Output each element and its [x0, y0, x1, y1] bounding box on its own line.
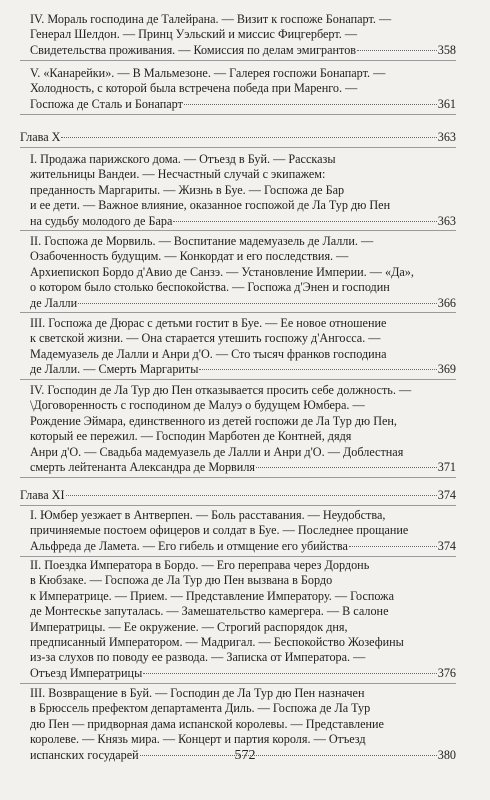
- toc-line: Госпожа де Сталь и Бонапарт: [30, 96, 183, 111]
- leader-dots: [143, 672, 436, 674]
- toc-entry: [30, 12, 456, 58]
- toc-line: IV. Господин де Ла Тур дю Пен отказывается просить себе должность. —: [30, 383, 412, 397]
- toc-line: предписанный Императором. — Мадригал. — Беспокойство Жозефины: [30, 635, 404, 650]
- toc-line: в Брюссель префектом департамента Диль. — Госпожа де Ла Тур: [30, 701, 371, 716]
- toc-line: к светской жизни. — Она старается утешить госпожу д'Ангосса. —: [30, 331, 381, 346]
- page-ref: 363: [437, 130, 456, 144]
- toc-line: Рождение Эймара, единственного из детей госпожи де Ла Тур дю Пен,: [30, 413, 397, 428]
- page-number: 572: [234, 748, 256, 763]
- separator-rule: [20, 230, 456, 231]
- chapter-heading: [20, 130, 456, 145]
- toc-line: де Лалли: [30, 295, 78, 310]
- toc-line: I. Юмбер уезжает в Антверпен. — Боль расставания. — Неудобства,: [30, 508, 386, 522]
- leader-dots: [349, 545, 437, 547]
- page-ref: 358: [437, 42, 456, 57]
- toc-line: Императрицы. — Ее окружение. — Строгий распорядок дня,: [30, 619, 348, 634]
- toc-line: смерть лейтенанта Александра де Морвиля: [30, 460, 256, 475]
- toc-line: дю Пен — придворная дама испанской королевы. — Представление: [30, 716, 384, 731]
- page-ref: 361: [437, 96, 456, 111]
- toc-line: I. Продажа парижского дома. — Отъезд в Буй. — Рассказы: [30, 152, 336, 166]
- toc-entry: [30, 508, 456, 554]
- toc-line-with-page: [30, 296, 456, 311]
- toc-line: III. Возвращение в Буй. — Господин де Ла Тур дю Пен назначен: [30, 686, 365, 700]
- leader-dots: [184, 103, 437, 105]
- separator-rule: [20, 556, 456, 557]
- leader-dots: [78, 302, 437, 304]
- toc-line: о котором было столько беспокойства. — Госпожа д'Энен и господин: [30, 280, 390, 295]
- toc-line-with-page: [30, 214, 456, 229]
- toc-line: Альфреда де Ламета. — Его гибель и отмщение его убийства: [30, 538, 348, 553]
- leader-dots: [199, 368, 436, 370]
- toc-entry: [30, 66, 456, 112]
- toc-line: IV. Мораль господина де Талейрана. — Визит к госпоже Бонапарт. —: [30, 12, 392, 26]
- page-ref: 374: [437, 538, 456, 553]
- toc-line-with-page: [30, 666, 456, 681]
- toc-line: Отъезд Императрицы: [30, 665, 143, 680]
- toc-entry: [30, 234, 456, 311]
- toc-line: королеве. — Князь мира. — Концерт и партия короля. — Отъезд: [30, 732, 366, 747]
- separator-rule: [20, 60, 456, 61]
- leader-dots: [357, 49, 437, 51]
- page-ref: 369: [437, 362, 456, 377]
- toc-line: Генерал Шелдон. — Принц Уэльский и миссис Фицгерберт. —: [30, 27, 358, 42]
- toc-line: на судьбу молодого де Бара: [30, 213, 173, 228]
- toc-line: Анри д'О. — Свадьба мадемуазель де Лалли и Анри д'О. — Доблестная: [30, 444, 404, 459]
- page-ref: 380: [437, 747, 456, 762]
- toc-line: Мадемуазель де Лалли и Анри д'О. — Сто тысяч франков господина: [30, 346, 387, 361]
- toc-line: де Лалли. — Смерть Маргариты: [30, 362, 199, 377]
- toc-line: Холодность, с которой была встречена победа при Маренго. —: [30, 81, 358, 96]
- toc-line-with-page: [30, 460, 456, 475]
- leader-dots: [173, 220, 436, 222]
- toc-entry: [30, 152, 456, 229]
- chapter-heading: [20, 488, 456, 503]
- separator-rule: [20, 505, 456, 506]
- toc-line: преданность Маргариты. — Жизнь в Буе. — Госпожа де Бар: [30, 182, 345, 197]
- page-ref: 366: [437, 295, 456, 310]
- toc-line: испанских государей: [30, 747, 139, 762]
- separator-rule: [20, 683, 456, 684]
- toc-line: который ее пережил. — Господин Марботен де Контней, дядя: [30, 429, 352, 444]
- toc-line: де Монтескье запуталась. — Замешательство камергера. — В салоне: [30, 604, 389, 619]
- toc-line: II. Поездка Императора в Бордо. — Его переправа через Дордонь: [30, 558, 370, 572]
- chapter-title: Глава XI: [20, 488, 65, 502]
- leader-dots: [256, 466, 437, 468]
- toc-line: из-за слухов по поводу ее развода. — Записка от Императора. —: [30, 650, 366, 665]
- separator-rule: [20, 114, 456, 115]
- page-ref: 376: [437, 665, 456, 680]
- toc-line-with-page: [30, 97, 456, 112]
- toc-line: Архиепископ Бордо д'Авио де Санзэ. — Установление Империи. — «Да»,: [30, 264, 414, 279]
- toc-line-with-page: [30, 539, 456, 554]
- toc-entry: [30, 558, 456, 681]
- toc-line: Свидетельства проживания. — Комиссия по делам эмигрантов: [30, 42, 357, 57]
- page-ref: 363: [437, 213, 456, 228]
- toc-line: III. Госпожа де Дюрас с детьми гостит в Буе. — Ее новое отношение: [30, 316, 387, 330]
- toc-line-with-page: [30, 362, 456, 377]
- chapter-title: Глава X: [20, 130, 61, 144]
- separator-rule: [20, 477, 456, 478]
- page-ref: 374: [437, 488, 456, 502]
- leader-dots: [61, 136, 436, 138]
- toc-line: Озабоченность будущим. — Конкордат и его последствия. —: [30, 249, 349, 264]
- toc-line: и ее дети. — Важное влияние, оказанное госпожой де Ла Тур дю Пен: [30, 198, 391, 213]
- leader-dots: [66, 494, 437, 496]
- toc-entry: [30, 383, 456, 475]
- toc-line: в Кюбзаке. — Госпожа де Ла Тур дю Пен вызвана в Бордо: [30, 573, 333, 588]
- toc-line: II. Госпожа де Морвиль. — Воспитание мадемуазель де Лалли. —: [30, 234, 374, 248]
- separator-rule: [20, 147, 456, 148]
- toc-line: причиняемые постоем офицеров и солдат в Буе. — Последнее прощание: [30, 523, 409, 538]
- toc-entry: [30, 316, 456, 378]
- separator-rule: [20, 312, 456, 313]
- toc-line: \Договоренность с господином де Малуэ о будущем Юмбера. —: [30, 398, 365, 413]
- toc-line: V. «Канарейки». — В Мальмезоне. — Галерея госпожи Бонапарт. —: [30, 66, 386, 80]
- toc-line: жительницы Вандеи. — Несчастный случай с экипажем:: [30, 167, 326, 182]
- separator-rule: [20, 379, 456, 380]
- toc-line: к Императрице. — Прием. — Представление Императору. — Госпожа: [30, 588, 394, 603]
- toc-line-with-page: [30, 43, 456, 58]
- page-ref: 371: [437, 460, 456, 475]
